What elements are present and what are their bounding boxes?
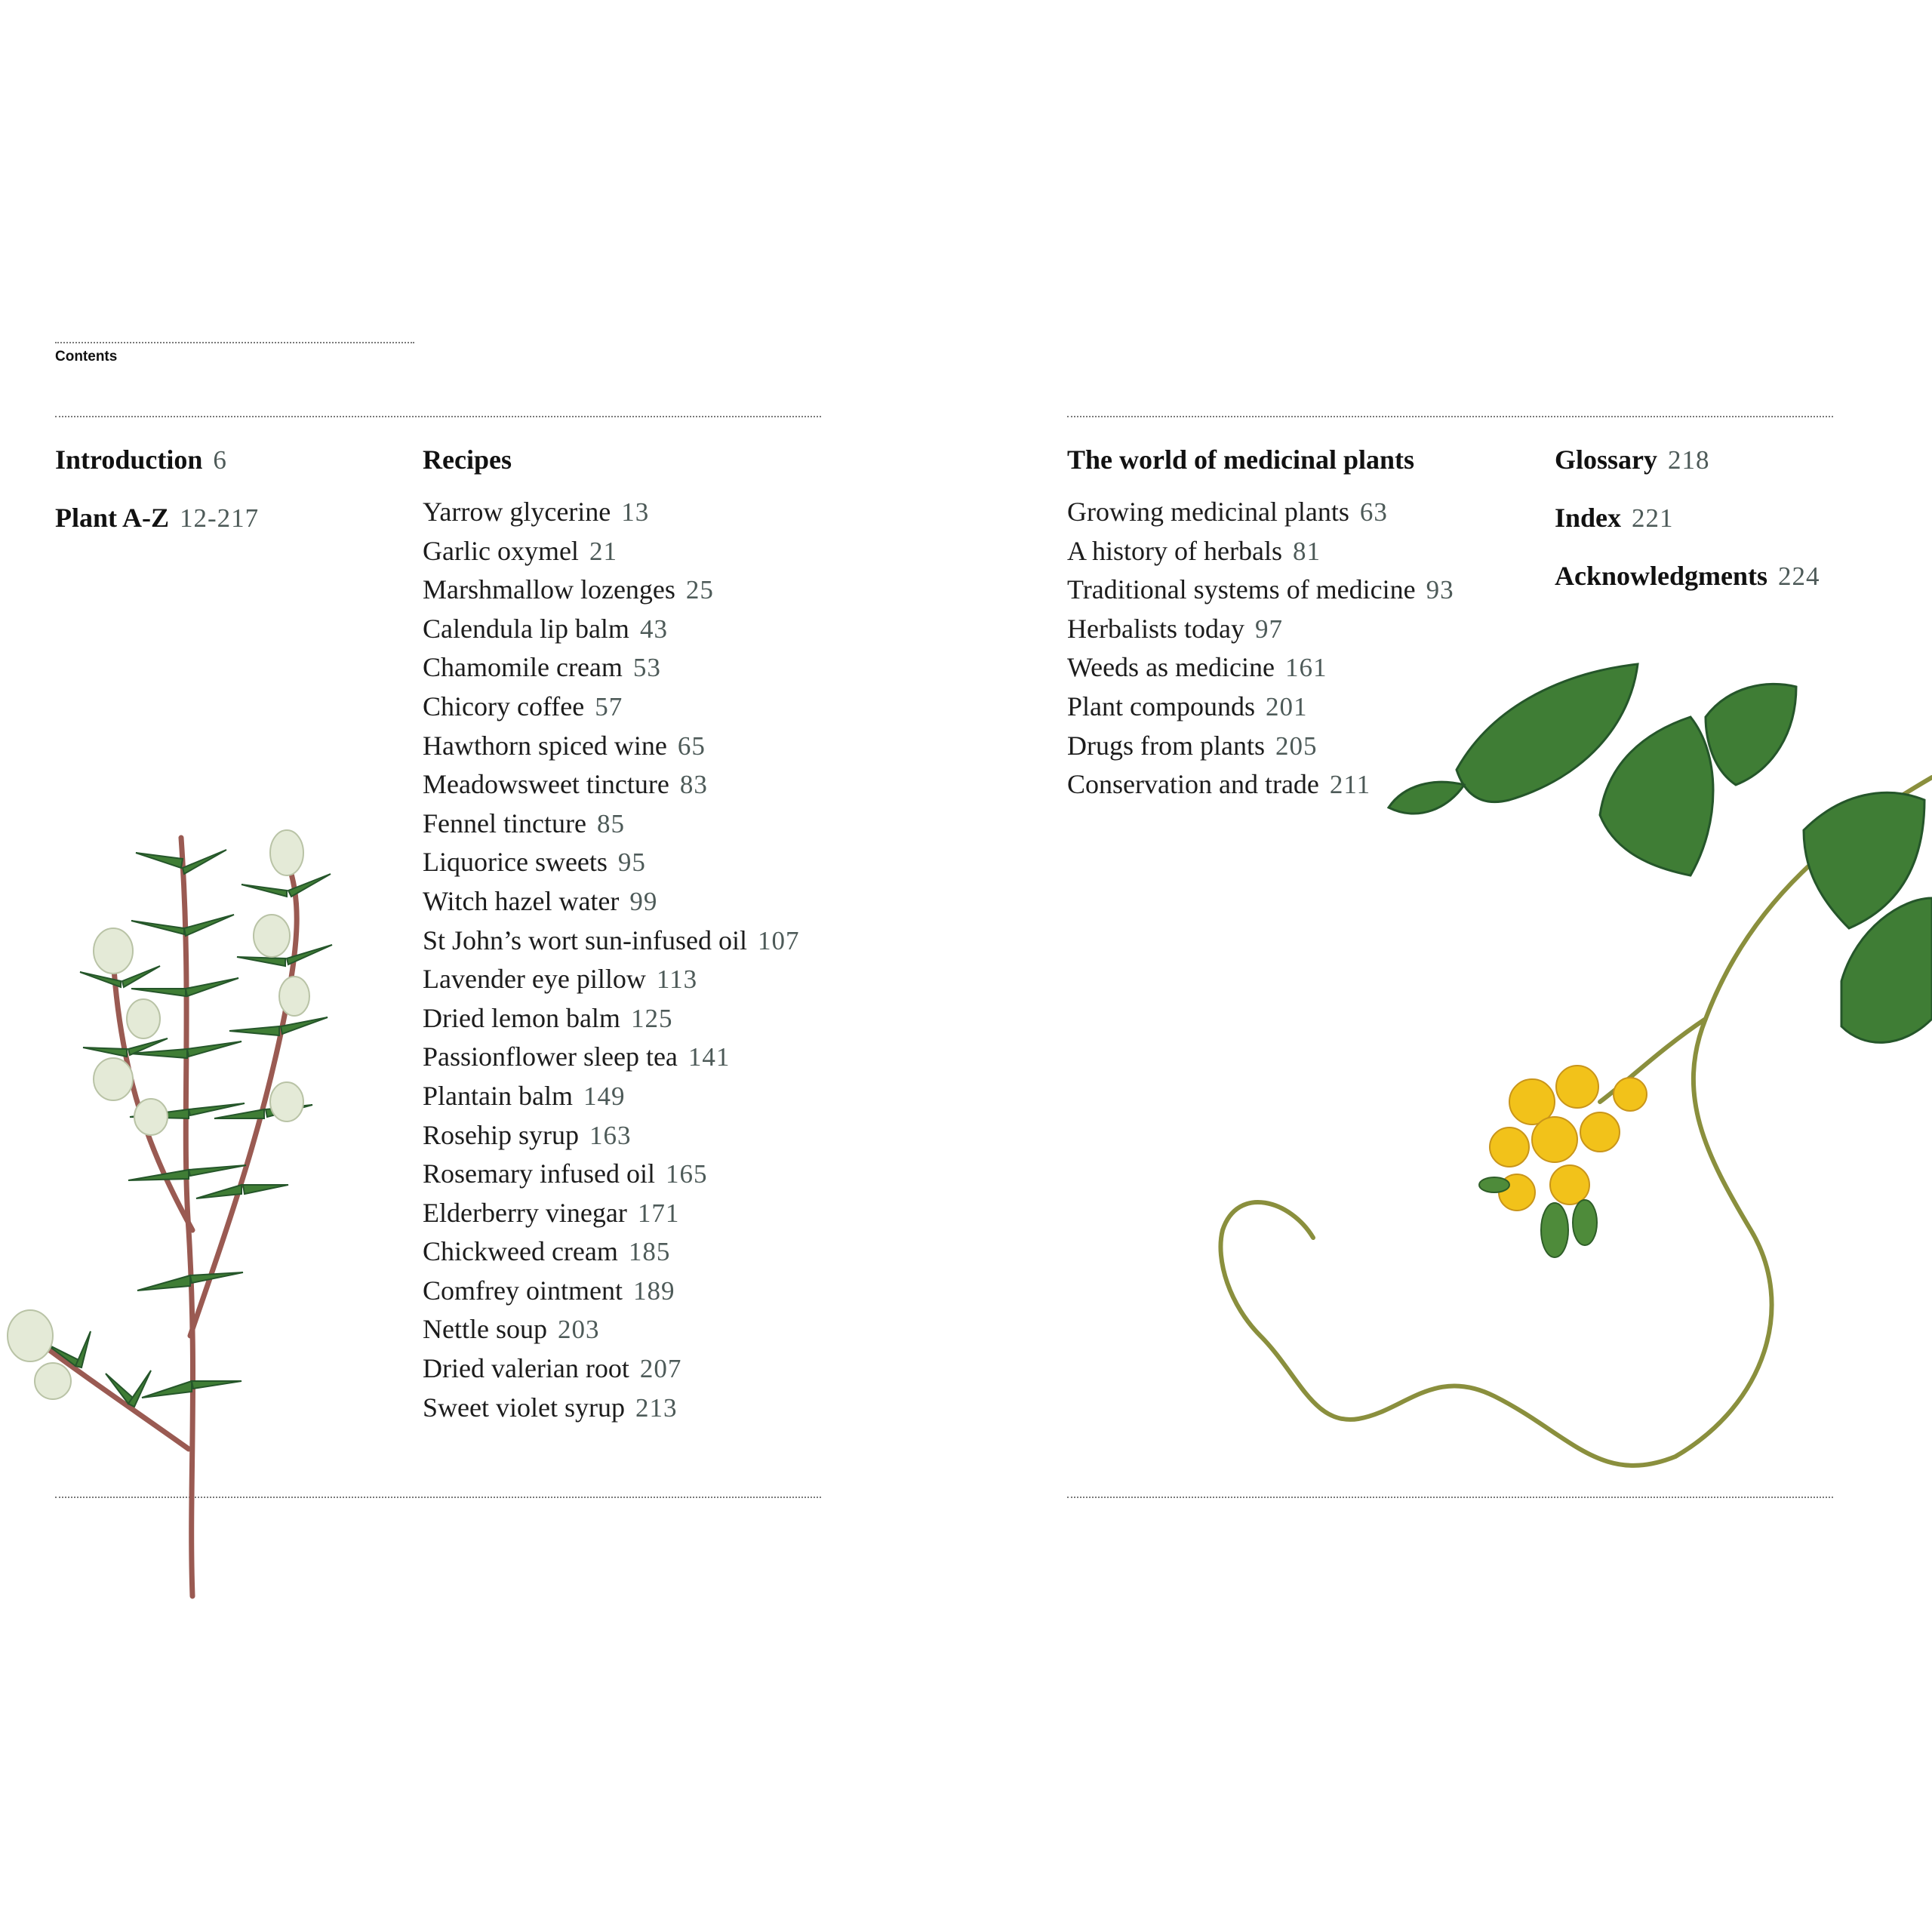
entry-label: Growing medicinal plants bbox=[1067, 497, 1349, 527]
recipes-list bbox=[423, 493, 800, 1427]
top-rule-right bbox=[1067, 416, 1833, 417]
entry-label: Herbalists today bbox=[1067, 613, 1244, 644]
toc-entry[interactable] bbox=[1067, 727, 1454, 766]
header-rule bbox=[55, 342, 414, 343]
entry-label: Elderberry vinegar bbox=[423, 1197, 627, 1228]
toc-entry[interactable] bbox=[1067, 610, 1454, 649]
entry-label: Passionflower sleep tea bbox=[423, 1041, 678, 1072]
entry-label: Dried valerian root bbox=[423, 1353, 629, 1384]
entry-label: Sweet violet syrup bbox=[423, 1392, 625, 1423]
entry-page: 185 bbox=[628, 1237, 671, 1267]
toc-entry[interactable] bbox=[1067, 532, 1454, 571]
entry-label: Rosehip syrup bbox=[423, 1119, 579, 1150]
entry-label: Chicory coffee bbox=[423, 691, 585, 721]
entry-label: Nettle soup bbox=[423, 1314, 547, 1345]
entry-label: Plant compounds bbox=[1067, 691, 1255, 721]
section-label: Contents bbox=[55, 349, 118, 365]
entry-page: 165 bbox=[665, 1159, 708, 1189]
toc-entry[interactable] bbox=[423, 1077, 800, 1116]
toc-entry[interactable] bbox=[423, 999, 800, 1038]
entry-label: Witch hazel water bbox=[423, 885, 620, 916]
entry-label: Liquorice sweets bbox=[423, 847, 608, 878]
top-rule-left bbox=[55, 416, 821, 417]
entry-label: Calendula lip balm bbox=[423, 613, 629, 644]
toc-index-page: 221 bbox=[1632, 503, 1674, 533]
toc-column-world bbox=[1067, 443, 1454, 804]
toc-column-recipes bbox=[423, 443, 800, 1427]
toc-entry[interactable] bbox=[423, 493, 800, 532]
toc-entry[interactable] bbox=[1067, 648, 1454, 688]
toc-plant-az-page: 12-217 bbox=[180, 503, 260, 533]
toc-entry[interactable] bbox=[423, 804, 800, 844]
toc-entry[interactable] bbox=[423, 1349, 800, 1389]
toc-entry[interactable] bbox=[423, 1194, 800, 1233]
entry-page: 125 bbox=[630, 1003, 673, 1033]
toc-entry[interactable] bbox=[423, 727, 800, 766]
entry-label: Marshmallow lozenges bbox=[423, 574, 675, 605]
entry-page: 201 bbox=[1266, 691, 1308, 721]
entry-page: 189 bbox=[632, 1275, 675, 1306]
entry-page: 161 bbox=[1285, 653, 1327, 683]
world-list bbox=[1067, 493, 1454, 804]
toc-index[interactable] bbox=[1555, 501, 1820, 535]
entry-page: 53 bbox=[632, 653, 661, 683]
entry-page: 43 bbox=[639, 614, 668, 644]
entry-page: 205 bbox=[1275, 731, 1318, 761]
toc-glossary[interactable] bbox=[1555, 443, 1820, 477]
entry-page: 93 bbox=[1426, 575, 1454, 605]
entry-label: Fennel tincture bbox=[423, 808, 586, 838]
bottom-rule-right bbox=[1067, 1497, 1833, 1498]
toc-entry[interactable] bbox=[423, 1389, 800, 1428]
toc-entry[interactable] bbox=[1067, 571, 1454, 610]
entry-label: Chickweed cream bbox=[423, 1236, 618, 1267]
toc-entry[interactable] bbox=[423, 648, 800, 688]
toc-glossary-page: 218 bbox=[1668, 445, 1710, 475]
entry-page: 57 bbox=[595, 691, 623, 721]
toc-acknowledgments-label: Acknowledgments bbox=[1555, 561, 1768, 591]
entry-page: 21 bbox=[589, 536, 617, 566]
entry-label: Plantain balm bbox=[423, 1080, 573, 1111]
toc-entry[interactable] bbox=[423, 1155, 800, 1194]
toc-entry[interactable] bbox=[423, 532, 800, 571]
toc-entry[interactable] bbox=[423, 610, 800, 649]
entry-page: 149 bbox=[583, 1081, 626, 1111]
entry-label: Conservation and trade bbox=[1067, 769, 1319, 800]
entry-page: 213 bbox=[635, 1392, 678, 1423]
entry-label: Weeds as medicine bbox=[1067, 652, 1275, 683]
leaf-3 bbox=[1706, 684, 1796, 785]
toc-entry[interactable] bbox=[423, 1310, 800, 1349]
toc-entry[interactable] bbox=[423, 843, 800, 882]
entry-label: A history of herbals bbox=[1067, 535, 1282, 566]
leaf-2 bbox=[1600, 717, 1713, 875]
entry-page: 65 bbox=[677, 731, 706, 761]
toc-plant-az[interactable] bbox=[55, 501, 259, 535]
entry-label: St John’s wort sun-infused oil bbox=[423, 924, 748, 955]
world-heading: The world of medicinal plants bbox=[1067, 445, 1415, 475]
toc-plant-az-label: Plant A-Z bbox=[55, 503, 170, 533]
toc-acknowledgments-page: 224 bbox=[1778, 561, 1820, 591]
entry-page: 85 bbox=[596, 808, 625, 838]
toc-entry[interactable] bbox=[1067, 765, 1454, 804]
toc-introduction[interactable] bbox=[55, 443, 259, 477]
entry-label: Hawthorn spiced wine bbox=[423, 730, 667, 761]
rosemary-illustration bbox=[0, 808, 408, 1596]
toc-entry[interactable] bbox=[423, 1272, 800, 1311]
toc-entry[interactable] bbox=[1067, 688, 1454, 727]
toc-entry[interactable] bbox=[423, 571, 800, 610]
entry-page: 203 bbox=[557, 1315, 600, 1345]
entry-page: 211 bbox=[1329, 770, 1371, 800]
toc-entry[interactable] bbox=[423, 765, 800, 804]
entry-page: 81 bbox=[1292, 536, 1321, 566]
entry-page: 13 bbox=[621, 497, 650, 527]
toc-introduction-label: Introduction bbox=[55, 445, 203, 475]
entry-page: 113 bbox=[656, 964, 698, 995]
toc-entry[interactable] bbox=[423, 1116, 800, 1155]
entry-label: Dried lemon balm bbox=[423, 1002, 620, 1033]
entry-page: 83 bbox=[679, 770, 708, 800]
entry-page: 171 bbox=[637, 1198, 680, 1228]
entry-label: Garlic oxymel bbox=[423, 535, 579, 566]
toc-entry[interactable] bbox=[423, 882, 800, 921]
entry-label: Lavender eye pillow bbox=[423, 964, 646, 995]
toc-entry[interactable] bbox=[423, 688, 800, 727]
entry-page: 97 bbox=[1254, 614, 1283, 644]
toc-glossary-label: Glossary bbox=[1555, 445, 1658, 475]
entry-label: Meadowsweet tincture bbox=[423, 769, 669, 800]
recipes-heading: Recipes bbox=[423, 445, 512, 475]
toc-acknowledgments[interactable] bbox=[1555, 559, 1820, 593]
toc-entry[interactable] bbox=[423, 1038, 800, 1077]
entry-label: Rosemary infused oil bbox=[423, 1158, 655, 1189]
entry-label: Yarrow glycerine bbox=[423, 497, 611, 527]
entry-label: Traditional systems of medicine bbox=[1067, 574, 1416, 605]
entry-page: 63 bbox=[1359, 497, 1388, 527]
entry-page: 107 bbox=[758, 925, 800, 955]
toc-entry[interactable] bbox=[423, 921, 800, 961]
toc-index-label: Index bbox=[1555, 503, 1622, 533]
toc-entry[interactable] bbox=[1067, 493, 1454, 532]
entry-page: 95 bbox=[617, 848, 646, 878]
entry-page: 99 bbox=[629, 886, 658, 916]
toc-column-front-matter bbox=[55, 443, 259, 559]
entry-label: Drugs from plants bbox=[1067, 730, 1265, 761]
toc-column-back-matter bbox=[1555, 443, 1820, 617]
toc-entry[interactable] bbox=[423, 1232, 800, 1272]
entry-label: Comfrey ointment bbox=[423, 1275, 623, 1306]
toc-entry[interactable] bbox=[423, 960, 800, 999]
entry-page: 141 bbox=[688, 1042, 731, 1072]
entry-page: 163 bbox=[589, 1120, 632, 1150]
entry-page: 207 bbox=[639, 1354, 682, 1384]
entry-label: Chamomile cream bbox=[423, 652, 623, 683]
toc-introduction-page: 6 bbox=[213, 445, 227, 475]
entry-page: 25 bbox=[685, 575, 714, 605]
